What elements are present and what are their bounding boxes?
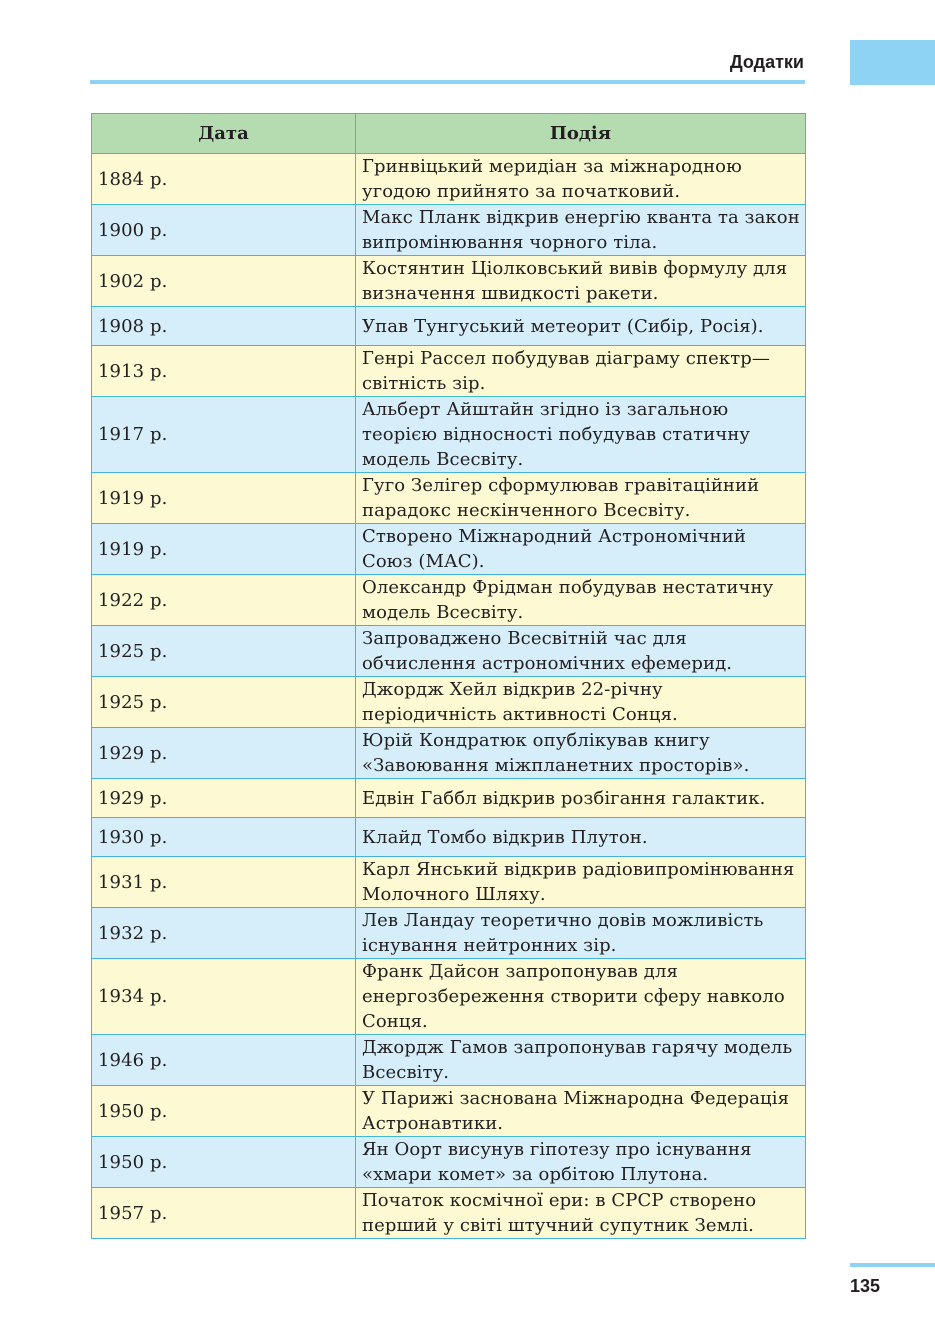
table-row (92, 779, 806, 818)
date-cell: 1950 р. (92, 1137, 356, 1188)
event-cell: Упав Тунгуський метеорит (Сибір, Росія). (356, 307, 806, 346)
table-row (92, 346, 806, 397)
event-cell: Клайд Томбо відкрив Плутон. (356, 818, 806, 857)
event-cell: Джордж Хейл відкрив 22-річну періодичність активності Сонця. (356, 677, 806, 728)
table-row (92, 1188, 806, 1239)
chronology-table-container (91, 113, 805, 1239)
date-cell: 1925 р. (92, 626, 356, 677)
event-cell: Лев Ландау теоретично довів можливість існування нейтронних зір. (356, 908, 806, 959)
date-cell: 1913 р. (92, 346, 356, 397)
table-row (92, 857, 806, 908)
event-cell: У Парижі заснована Міжнародна Федерація Астронавтики. (356, 1086, 806, 1137)
event-cell: Генрі Рассел побудував діаграму спектр—світність зір. (356, 346, 806, 397)
table-row (92, 626, 806, 677)
table-row (92, 1137, 806, 1188)
table-row (92, 205, 806, 256)
date-cell: 1922 р. (92, 575, 356, 626)
date-cell: 1919 р. (92, 473, 356, 524)
date-cell: 1929 р. (92, 728, 356, 779)
table-header-row (92, 114, 806, 154)
event-cell: Олександр Фрідман побудував нестатичну модель Всесвіту. (356, 575, 806, 626)
footer-rule (850, 1263, 935, 1267)
section-title: Додатки (729, 52, 804, 72)
page-number: 135 (849, 1276, 880, 1296)
table-row (92, 818, 806, 857)
column-header-date: Дата (92, 114, 356, 154)
date-cell: 1900 р. (92, 205, 356, 256)
table-row (92, 397, 806, 473)
header-rule (90, 80, 805, 84)
event-cell: Створено Міжнародний Астрономічний Союз (МАС). (356, 524, 806, 575)
table-row (92, 1086, 806, 1137)
table-row (92, 524, 806, 575)
date-cell: 1957 р. (92, 1188, 356, 1239)
date-cell: 1917 р. (92, 397, 356, 473)
column-header-event: Подія (356, 114, 806, 154)
table-row (92, 473, 806, 524)
date-cell: 1925 р. (92, 677, 356, 728)
event-cell: Карл Янський відкрив радіовипромінювання Молочного Шляху. (356, 857, 806, 908)
chronology-table (91, 113, 806, 1239)
corner-tab (850, 40, 935, 85)
table-row (92, 959, 806, 1035)
event-cell: Гуго Зелігер сформулював гравітаційний парадокс нескінченного Всесвіту. (356, 473, 806, 524)
event-cell: Джордж Гамов запропонував гарячу модель Всесвіту. (356, 1035, 806, 1086)
date-cell: 1946 р. (92, 1035, 356, 1086)
date-cell: 1932 р. (92, 908, 356, 959)
event-cell: Запроваджено Всесвітній час для обчислення астрономічних ефемерид. (356, 626, 806, 677)
table-row (92, 575, 806, 626)
table-row (92, 154, 806, 205)
date-cell: 1929 р. (92, 779, 356, 818)
event-cell: Ян Оорт висунув гіпотезу про існування «хмари комет» за орбітою Плутона. (356, 1137, 806, 1188)
date-cell: 1919 р. (92, 524, 356, 575)
table-row (92, 728, 806, 779)
event-cell: Макс Планк відкрив енергію кванта та закон випромінювання чорного тіла. (356, 205, 806, 256)
date-cell: 1930 р. (92, 818, 356, 857)
event-cell: Юрій Кондратюк опублікував книгу «Завоювання міжпланетних просторів». (356, 728, 806, 779)
table-row (92, 908, 806, 959)
date-cell: 1884 р. (92, 154, 356, 205)
table-row (92, 256, 806, 307)
table-row (92, 677, 806, 728)
event-cell: Едвін Габбл відкрив розбігання галактик. (356, 779, 806, 818)
table-row (92, 307, 806, 346)
date-cell: 1902 р. (92, 256, 356, 307)
date-cell: 1934 р. (92, 959, 356, 1035)
date-cell: 1950 р. (92, 1086, 356, 1137)
event-cell: Франк Дайсон запропонував для енергозбереження створити сферу навколо Сонця. (356, 959, 806, 1035)
date-cell: 1931 р. (92, 857, 356, 908)
date-cell: 1908 р. (92, 307, 356, 346)
event-cell: Альберт Айштайн згідно із загальною теорією відносності побудував статичну модель Всесвіту. (356, 397, 806, 473)
table-row (92, 1035, 806, 1086)
event-cell: Початок космічної ери: в СРСР створено перший у світі штучний супутник Землі. (356, 1188, 806, 1239)
event-cell: Костянтин Ціолковський вивів формулу для визначення швидкості ракети. (356, 256, 806, 307)
event-cell: Гринвіцький меридіан за міжнародною угодою прийнято за початковий. (356, 154, 806, 205)
